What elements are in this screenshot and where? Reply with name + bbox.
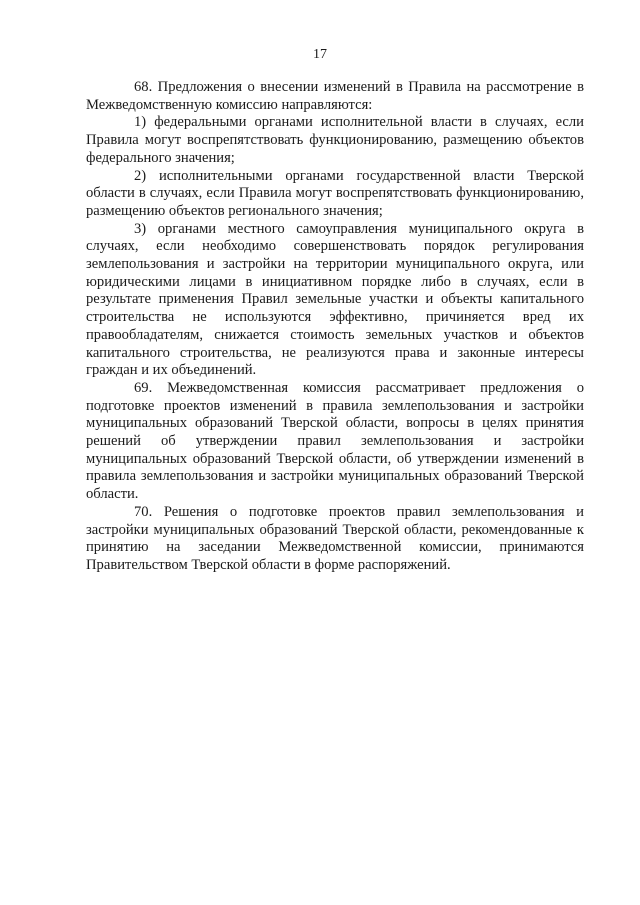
paragraph-68: 68. Предложения о внесении изменений в Правила на рассмотрение в Межведомственную комиссию направляются: [86, 79, 584, 113]
paragraph-68-item-2: 2) исполнительными органами государственной власти Тверской области в случаях, если Правила могут воспрепятствовать функционированию, размещению объектов регионального значения; [86, 167, 584, 219]
paragraph-70: 70. Решения о подготовке проектов правил землепользования и застройки муниципальных образований Тверской области, рекомендованные к принятию на заседании Межведомственной комиссии, принимаются Правительством Тверской области в форме распоряжений. [86, 503, 584, 573]
paragraph-68-item-3: 3) органами местного самоуправления муниципального округа в случаях, если необходимо совершенствовать порядок регулирования землепользования и застройки на территории муниципального округа, или юридическими лицами в инициативном порядке либо в случаях, если в результате применения Правил земельные участки и объекты капитального строительства не используются эффективно, причиняется вред их правообладателям, снижается стоимость земельных участков и объектов капитального строительства, не реализуются права и законные интересы граждан и их объединений. [86, 220, 584, 379]
page-number: 17 [313, 47, 327, 62]
paragraph-69: 69. Межведомственная комиссия рассматривает предложения о подготовке проектов изменений в правила землепользования и застройки муниципальных образований Тверской области, вопросы в целях принятия решений об утверждении правил землепользования и застройки муниципальных образований Тверской области, об утверждении изменений в правила землепользования и застройки муниципальных образований Тверской области. [86, 379, 584, 503]
paragraph-68-item-1: 1) федеральными органами исполнительной власти в случаях, если Правила могут воспрепятствовать функционированию, размещению объектов федерального значения; [86, 114, 584, 166]
document-body [86, 79, 584, 575]
